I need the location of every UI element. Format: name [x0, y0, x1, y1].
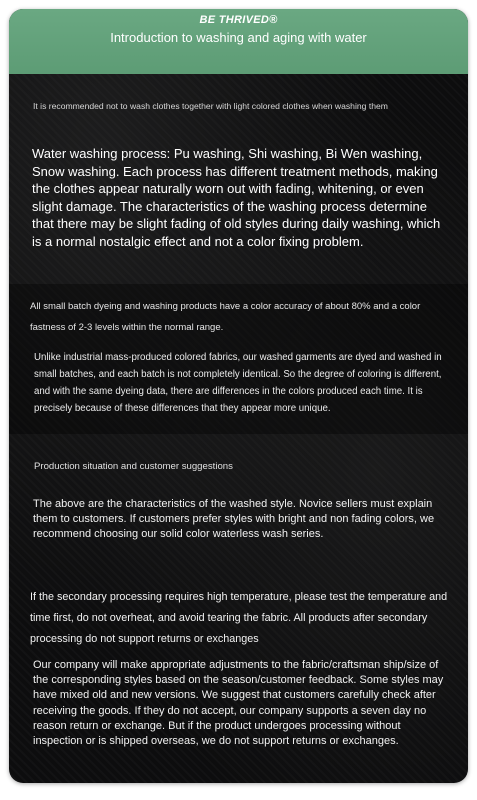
header-banner [9, 9, 468, 74]
color-accuracy-text: All small batch dyeing and washing products have a color accuracy of about 80% and a color fastness of 2-3 levels within the normal range. [30, 301, 421, 333]
production-heading: Production situation and customer suggestions [34, 461, 233, 472]
brand-title: BE THRIVED® [199, 14, 278, 26]
page-subtitle: Introduction to washing and aging with water [110, 30, 367, 45]
characteristics-text: The above are the characteristics of the washed style. Novice sellers must explain them to customers. If customers prefer styles with bright and non fading colors, we recommend choosing our solid color waterless wash series. [33, 498, 435, 541]
company-policy-text: Our company will make appropriate adjustments to the fabric/craftsman ship/size of the corresponding styles based on the season/customer feedback. Some styles may have mixed old and new versions. We suggest that customers carefully check after receiving the goods. If they do not accept, our company supports a seven day no reason return or exchange. But if the product undergoes processing without inspection or is shipped overseas, we do not support returns or exchanges. [33, 659, 444, 748]
washing-tip: It is recommended not to wash clothes together with light colored clothes when washing them [33, 101, 388, 111]
info-card [9, 9, 468, 783]
washing-process-text: Water washing process: Pu washing, Shi washing, Bi Wen washing, Snow washing. Each process has different treatment methods, making the clothes appear naturally worn out with fading, whitening, or even slight damage. The characteristics of the washing process determine that there may be slight fading of old styles during daily washing, which is a normal nostalgic effect and not a color fixing problem. [32, 146, 441, 249]
small-batch-text: Unlike industrial mass-produced colored fabrics, our washed garments are dyed and washed in small batches, and each batch is not completely identical. So the degree of coloring is different, and with the same dyeing data, there are differences in the colors produced each time. It is precisely because of these differences that they appear more unique. [34, 352, 442, 414]
secondary-processing-text: If the secondary processing requires high temperature, please test the temperature and time first, do not overheat, and avoid tearing the fabric. All products after secondary processing do not support returns or exchanges [30, 591, 448, 645]
